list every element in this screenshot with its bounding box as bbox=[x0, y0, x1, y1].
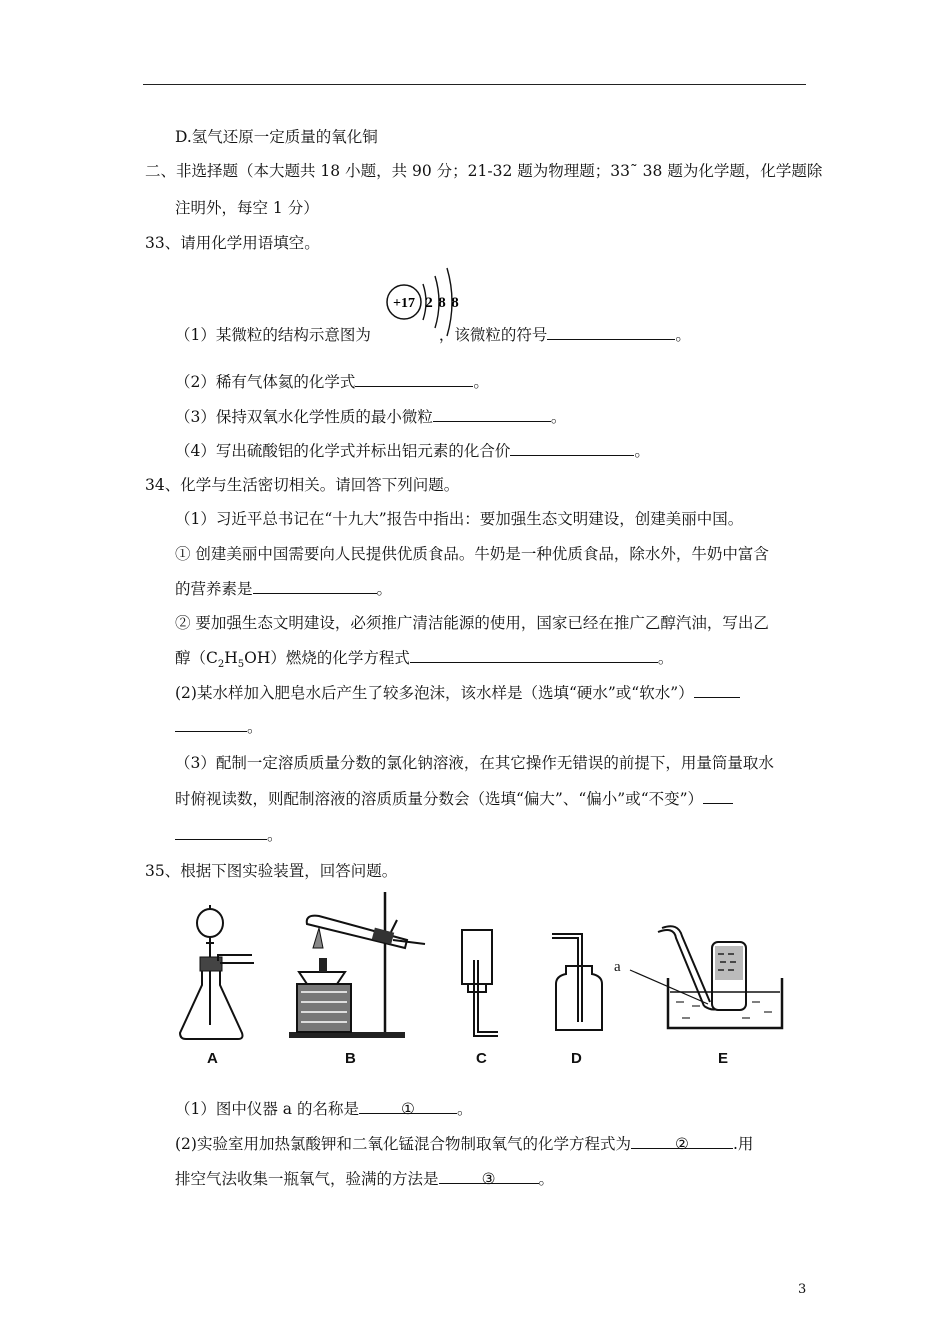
q35-part2-line1: (2)实验室用加热氯酸钾和二氧化锰混合物制取氧气的化学方程式为 ② .用 bbox=[175, 1135, 754, 1153]
answer-blank[interactable] bbox=[703, 788, 733, 804]
q34-part2-line2: 。 bbox=[175, 716, 263, 738]
answer-blank-3[interactable]: ③ bbox=[439, 1168, 539, 1184]
section-heading-line2: 注明外，每空 1 分） bbox=[175, 199, 319, 217]
shell-1-electrons: 2 bbox=[425, 295, 433, 311]
q35-part1: （1）图中仪器 a 的名称是 ① 。 bbox=[175, 1100, 473, 1118]
instrument-a-label: a bbox=[614, 959, 621, 975]
nucleus-charge: +17 bbox=[393, 296, 415, 311]
answer-blank[interactable] bbox=[433, 406, 551, 422]
apparatus-c-diagram bbox=[448, 920, 508, 1040]
q34-part2-line1: (2)某水样加入肥皂水后产生了较多泡沫，该水样是（选填“硬水”或“软水”） bbox=[175, 682, 740, 704]
q34-part3-line2: 时俯视读数，则配制溶液的溶质质量分数会（选填“偏大”、“偏小”或“不变”） bbox=[175, 788, 733, 810]
q33-part4: （4）写出硫酸铝的化学式并标出铝元素的化合价 。 bbox=[175, 442, 650, 460]
question-33-title: 33、请用化学用语填空。 bbox=[145, 234, 320, 252]
apparatus-e-diagram bbox=[612, 922, 792, 1040]
apparatus-label-c: C bbox=[476, 1050, 487, 1067]
q33-part1: （1）某微粒的结构示意图为 ，该微粒的符号 。 bbox=[175, 326, 691, 344]
answer-blank-1[interactable]: ① bbox=[359, 1098, 457, 1114]
shell-2-electrons: 8 bbox=[438, 295, 446, 311]
answer-blank[interactable] bbox=[510, 440, 634, 456]
apparatus-label-b: B bbox=[345, 1050, 356, 1067]
q34-part1a-line1: ① 创建美丽中国需要向人民提供优质食品。牛奶是一种优质食品，除水外，牛奶中富含 bbox=[175, 545, 769, 563]
shell-3-electrons: 8 bbox=[451, 295, 459, 311]
q34-part1b-line1: ② 要加强生态文明建设，必须推广清洁能源的使用，国家已经在推广乙醇汽油，写出乙 bbox=[175, 614, 769, 632]
question-35-title: 35、根据下图实验装置，回答问题。 bbox=[145, 862, 398, 880]
q33-part3: （3）保持双氧水化学性质的最小微粒 。 bbox=[175, 408, 567, 426]
page-number: 3 bbox=[798, 1282, 807, 1297]
answer-blank[interactable] bbox=[355, 371, 473, 387]
q34-part1a-line2: 的营养素是 。 bbox=[175, 580, 393, 598]
section-heading-line1: 二、非选择题（本大题共 18 小题，共 90 分；21-32 题为物理题；33˜ 38 题为化学题，化学题除 bbox=[145, 162, 823, 180]
answer-blank[interactable] bbox=[253, 578, 377, 594]
header-rule bbox=[143, 84, 806, 85]
q34-part1b-line2: 醇$(C_2H_5OH)$燃烧的化学方程式 。 bbox=[175, 649, 674, 671]
answer-blank[interactable] bbox=[410, 647, 658, 663]
apparatus-b-diagram bbox=[285, 888, 445, 1048]
apparatus-label-e: E bbox=[718, 1050, 729, 1067]
q34-part3-line1: （3）配制一定溶质质量分数的氯化钠溶液，在其它操作无错误的前提下，用量筒量取水 bbox=[175, 754, 774, 772]
q34-part3-line3: 。 bbox=[175, 824, 283, 846]
q33-part2: （2）稀有气体氦的化学式 。 bbox=[175, 373, 489, 391]
apparatus-d-diagram bbox=[548, 922, 608, 1042]
answer-blank[interactable] bbox=[547, 324, 675, 340]
apparatus-label-a: A bbox=[207, 1050, 218, 1067]
answer-blank[interactable] bbox=[694, 682, 740, 698]
question-34-title: 34、化学与生活密切相关。请回答下列问题。 bbox=[145, 476, 460, 494]
apparatus-label-d: D bbox=[571, 1050, 582, 1067]
answer-blank[interactable] bbox=[175, 716, 247, 732]
option-d: D.氢气还原一定质量的氧化铜 bbox=[175, 128, 378, 146]
answer-blank-2[interactable]: ② bbox=[631, 1133, 733, 1149]
answer-blank[interactable] bbox=[175, 824, 267, 840]
q35-part2-line2: 排空气法收集一瓶氧气，验满的方法是 ③ 。 bbox=[175, 1170, 555, 1188]
apparatus-a-diagram bbox=[172, 905, 262, 1045]
q34-part1: （1）习近平总书记在“十九大”报告中指出：要加强生态文明建设，创建美丽中国。 bbox=[175, 510, 744, 528]
